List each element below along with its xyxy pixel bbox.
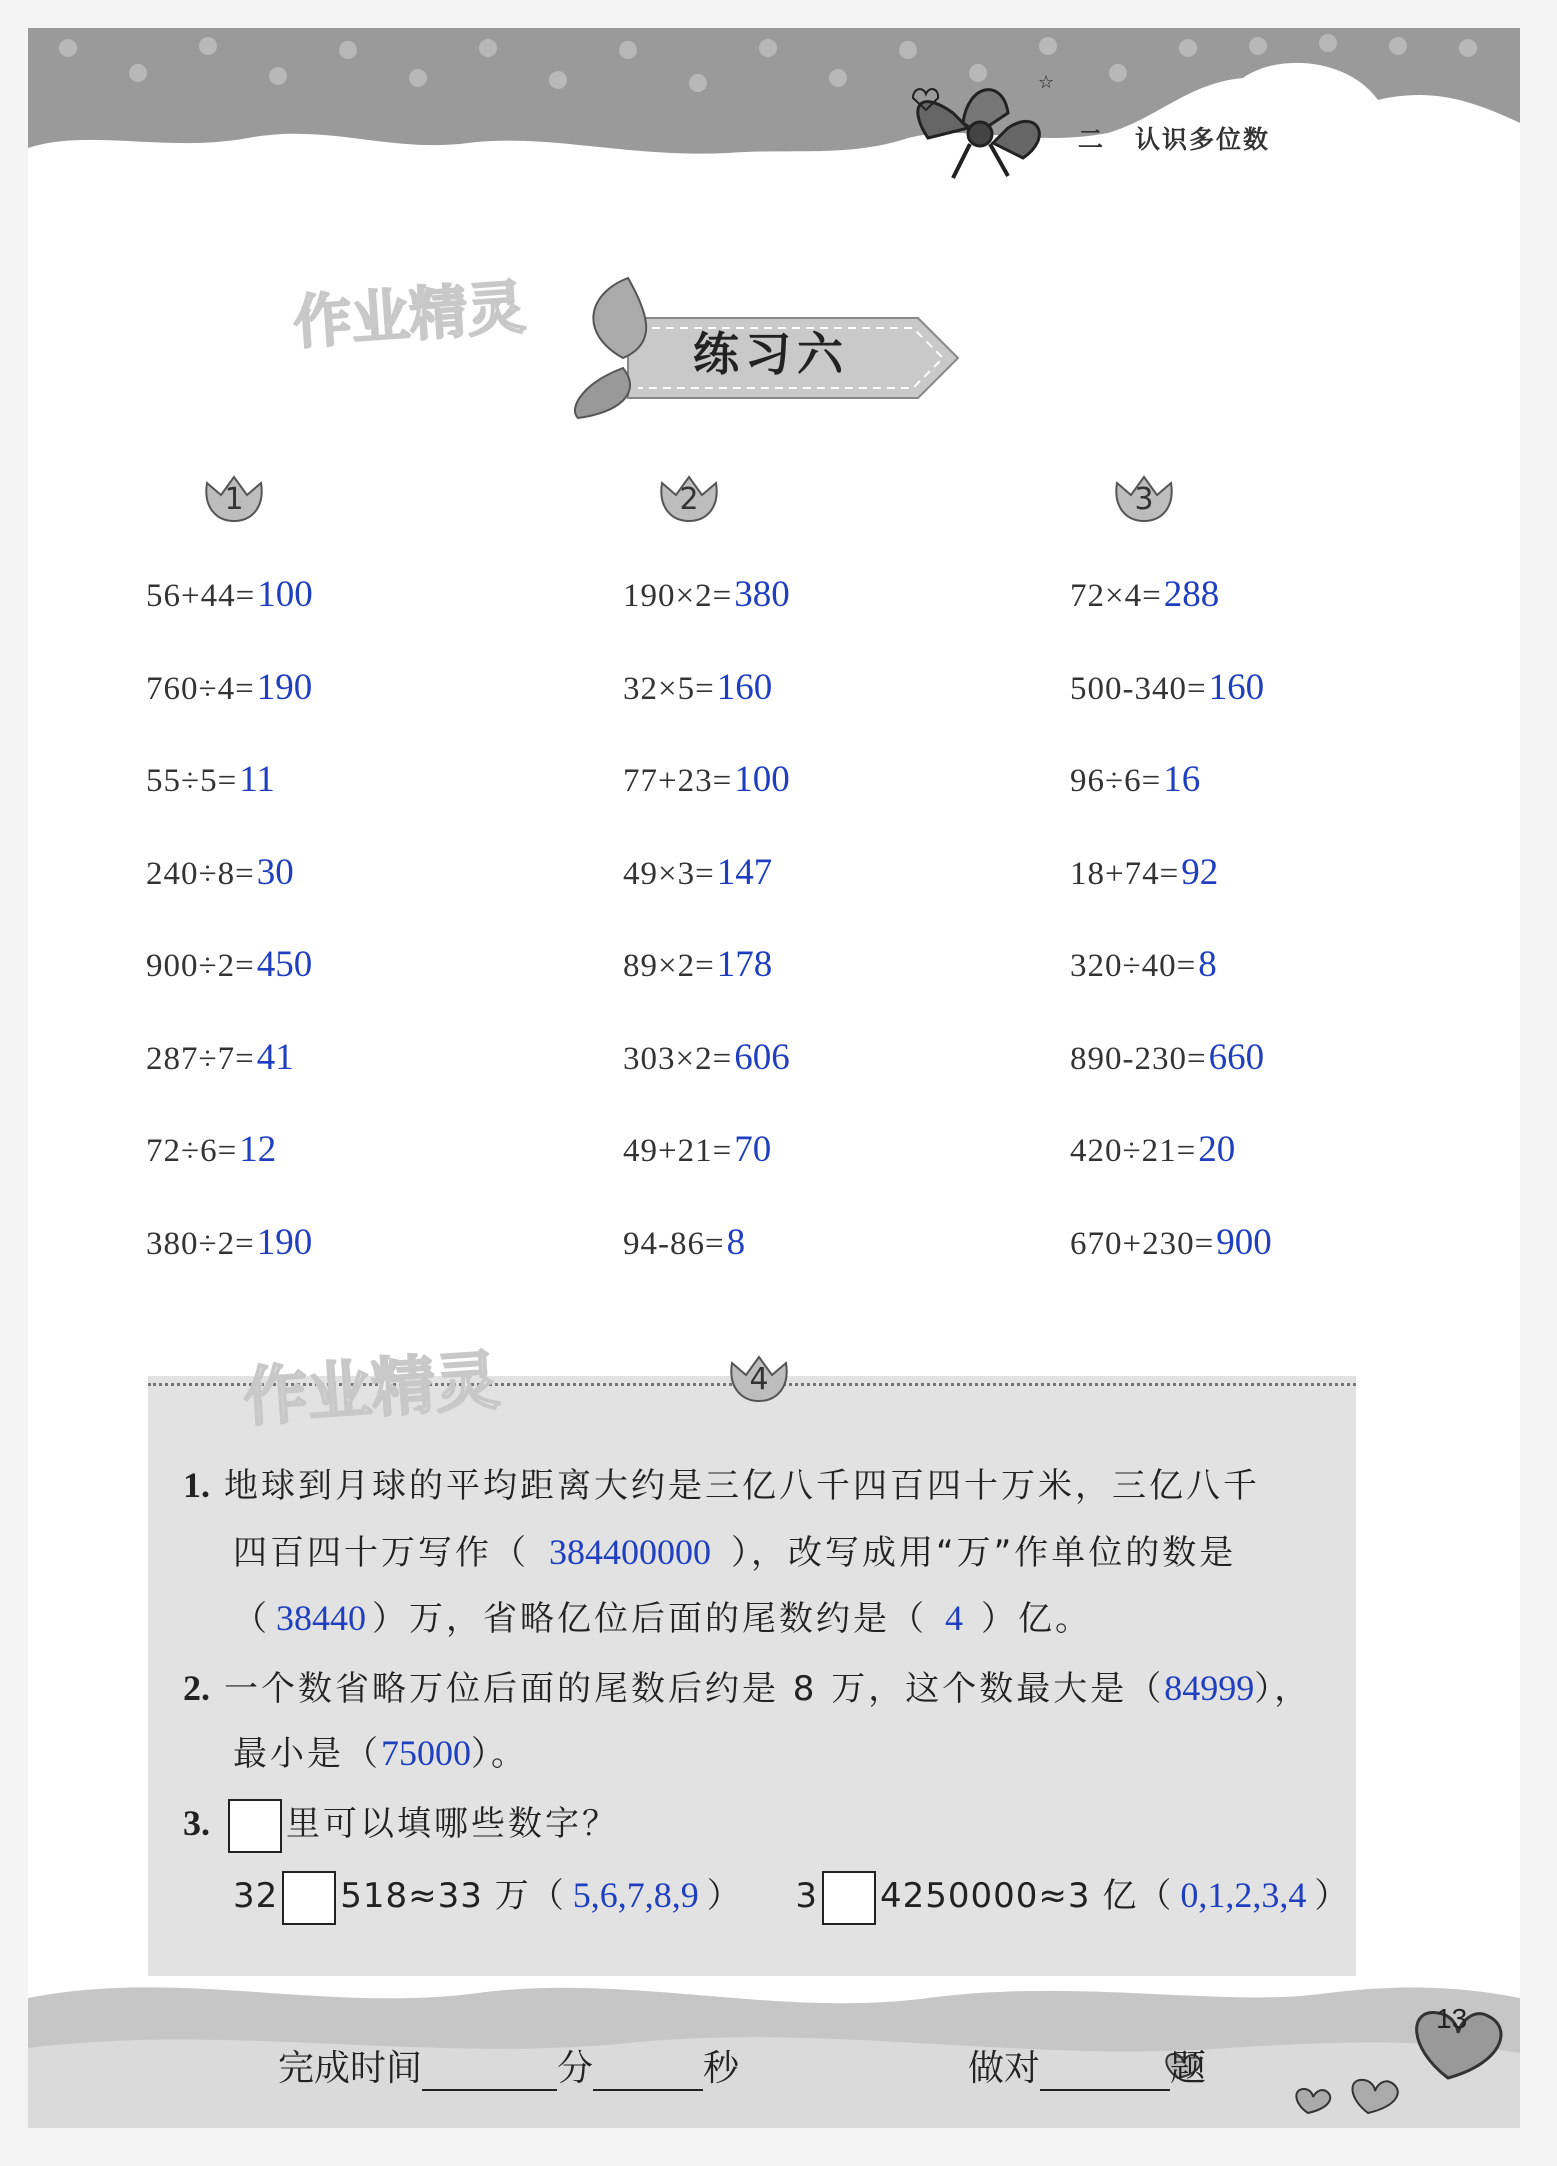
digit-box [282,1871,336,1925]
answer-blank[interactable]: 4 [945,1598,963,1638]
question-3-prompt [183,1796,619,1853]
answer-blank[interactable]: 75000 [381,1733,471,1773]
question-1-line-1 [183,1458,1260,1507]
calc-expression: 890-230= [1070,1040,1207,1077]
question-text: ）， [1254,1669,1312,1709]
question-text: ）亿。 [981,1599,1092,1639]
calc-row [1070,1221,1272,1314]
calc-expression: 72÷6= [146,1133,238,1169]
calc-answer[interactable]: 160 [1208,666,1265,708]
exercise-title: 练习六 [693,327,849,381]
header-cloud-band [28,28,1520,178]
calc-expression: 77+23= [623,763,733,799]
calc-answer[interactable]: 11 [239,759,275,800]
correct-count-field [968,2040,1206,2091]
bow-decoration-icon [908,68,1058,188]
question-number: 1. [183,1465,210,1505]
calc-expression: 760÷4= [146,670,255,707]
calc-expression: 190×2= [623,578,733,614]
question-2-line-2 [233,1726,528,1775]
calc-answer[interactable]: 12 [239,1129,277,1170]
calc-row [623,851,790,944]
watermark-text: 作业精灵 [291,272,528,357]
watermark-text: 作业精灵 [241,1344,502,1436]
calc-row [146,1036,313,1129]
calc-answer[interactable]: 178 [716,944,773,985]
calc-expression: 56+44= [146,578,256,614]
calc-row [1070,666,1272,759]
calc-column-2 [623,573,790,1313]
calc-answer[interactable]: 30 [256,851,294,893]
workbook-page [28,28,1520,2128]
number-prefix: 3 [795,1876,818,1916]
question-label: 题 [1170,2048,1207,2089]
question-text: ） [706,1876,742,1916]
calc-expression: 670+230= [1070,1225,1215,1262]
calc-row [623,1036,790,1129]
question-text: 一个数省略万位后面的尾数后约是 8 万，这个数最大是（ [224,1669,1165,1709]
calc-expression: 32×5= [623,670,715,707]
calc-answer[interactable]: 190 [256,1221,313,1263]
calc-answer[interactable]: 41 [256,1036,294,1078]
answer-blank[interactable]: 384400000 [549,1532,711,1572]
chapter-heading [1078,120,1270,156]
second-label: 秒 [703,2048,740,2089]
calc-answer[interactable]: 92 [1181,851,1219,893]
calc-answer[interactable]: 70 [734,1129,772,1170]
calc-expression: 420÷21= [1070,1133,1197,1169]
calc-row [1070,1036,1272,1129]
calc-row [1070,851,1272,944]
chapter-number: 二 [1078,125,1106,154]
question-text: 地球到月球的平均距离大约是三亿八千四百四十万米，三亿八千 [224,1466,1260,1506]
calc-answer[interactable]: 20 [1198,1129,1236,1170]
calc-answer[interactable]: 660 [1208,1036,1265,1078]
calc-row [623,1221,790,1314]
time-blank[interactable] [422,2053,557,2091]
answer-blank[interactable]: 84999 [1164,1668,1255,1708]
calc-row [146,1128,313,1221]
calc-expression: 55÷5= [146,763,238,799]
calc-answer[interactable]: 900 [1216,1221,1272,1263]
question-text: ），改写成用“万”作单位的数是 [731,1533,1237,1573]
calc-expression: 72×4= [1070,578,1162,614]
digit-box [822,1871,876,1925]
section-badge-label: 4 [749,1362,769,1397]
answer-blank[interactable]: 38440 [276,1598,366,1638]
question-text: ） [1314,1876,1350,1916]
section-badge-1 [203,473,265,527]
correct-label: 做对 [968,2048,1041,2089]
calc-row [1070,758,1272,851]
calc-expression: 49×3= [623,855,715,892]
calc-answer[interactable]: 100 [734,759,790,800]
minute-label: 分 [557,2048,594,2089]
answer-blank[interactable]: 0,1,2,3,4 [1180,1875,1307,1915]
calc-row [146,943,313,1036]
calc-expression: 49+21= [623,1133,733,1169]
question-text: 518≈33 万（ [340,1876,565,1916]
calc-row [623,666,790,759]
calc-expression: 380÷2= [146,1225,255,1262]
calc-answer[interactable]: 100 [257,574,313,615]
question-3-items [233,1868,1349,1925]
question-text: （ [233,1599,270,1639]
second-blank[interactable] [593,2053,703,2091]
calc-answer[interactable]: 190 [256,666,313,708]
question-number: 2. [183,1668,210,1708]
question-text: 四百四十万写作（ [233,1533,529,1573]
calc-row [146,1221,313,1314]
question-1-line-3 [233,1591,1092,1640]
section-badge-label: 3 [1134,482,1154,517]
section-badge-label: 1 [224,482,244,517]
calc-row [623,943,790,1036]
answer-blank[interactable]: 5,6,7,8,9 [572,1875,699,1915]
calc-row [623,1128,790,1221]
completion-time-field [278,2040,739,2091]
calc-row [1070,573,1272,666]
correct-blank[interactable] [1040,2053,1170,2091]
calc-answer[interactable]: 8 [1198,944,1217,985]
calc-expression: 18+74= [1070,855,1180,892]
digit-box [228,1799,282,1853]
calc-expression: 287÷7= [146,1040,255,1077]
question-number: 3. [183,1803,210,1843]
calc-row [623,758,790,851]
question-1-line-2 [233,1525,1236,1574]
calc-expression: 320÷40= [1070,948,1197,984]
calc-row [146,851,313,944]
calc-answer[interactable]: 160 [716,666,773,708]
calc-expression: 96÷6= [1070,763,1162,799]
calc-row [146,758,313,851]
calc-answer[interactable]: 380 [734,574,790,615]
calc-row [1070,1128,1272,1221]
page-number: 13 [1436,2003,1468,2034]
calc-expression: 900÷2= [146,948,255,984]
calc-answer[interactable]: 147 [716,851,773,893]
calc-answer[interactable]: 450 [256,944,313,985]
section-badge-2 [658,473,720,527]
calc-answer[interactable]: 606 [734,1036,790,1078]
section-badge-4 [728,1353,790,1407]
calc-answer[interactable]: 8 [726,1221,746,1263]
calc-expression: 240÷8= [146,855,255,892]
number-prefix: 32 [233,1876,279,1916]
calc-row [146,573,313,666]
section-badge-label: 2 [679,482,699,517]
question-text: 最小是（ [233,1734,381,1774]
calc-row [146,666,313,759]
calc-row [1070,943,1272,1036]
calc-expression: 89×2= [623,948,715,984]
calc-column-3 [1070,573,1272,1313]
question-text: ）万，省略亿位后面的尾数约是（ [372,1599,927,1639]
question-text: 4250000≈3 亿（ [880,1876,1173,1916]
calc-answer[interactable]: 288 [1163,574,1220,615]
chapter-title: 认识多位数 [1135,125,1271,154]
section-badge-3 [1113,473,1175,527]
calc-row [623,573,790,666]
calc-expression: 500-340= [1070,670,1207,707]
calc-answer[interactable]: 16 [1163,759,1201,800]
question-text: 里可以填哪些数字？ [286,1804,619,1844]
calc-expression: 303×2= [623,1040,733,1077]
calc-column-1 [146,573,313,1313]
calc-expression: 94-86= [623,1225,725,1262]
question-text: ）。 [471,1734,528,1774]
question-2-line-1 [183,1661,1311,1710]
time-label: 完成时间 [278,2048,423,2089]
svg-text:☆: ☆ [1038,72,1055,93]
